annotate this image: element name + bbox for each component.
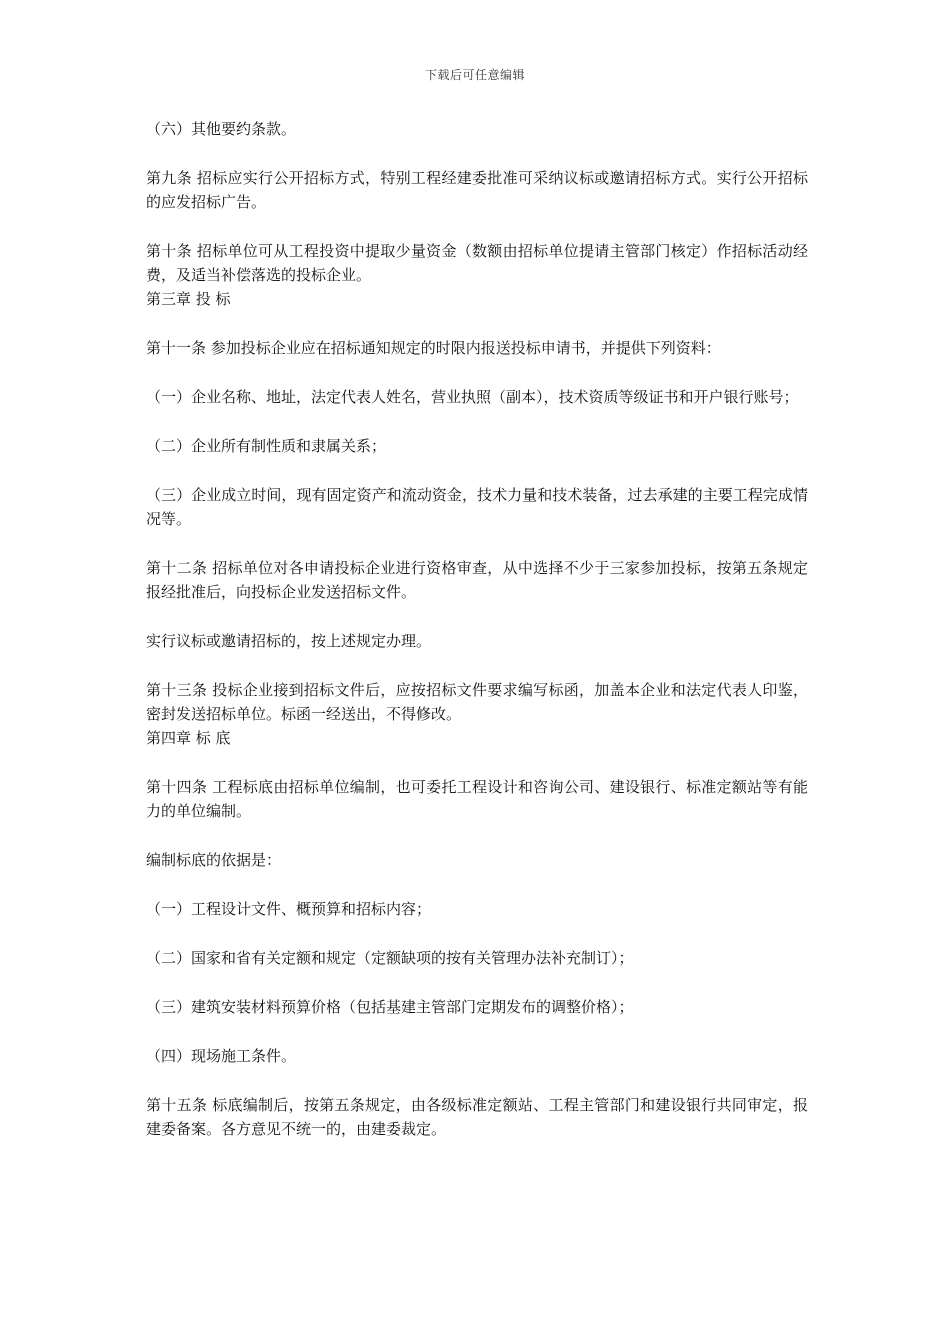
- article-11-item-1: （一）企业名称、地址，法定代表人姓名，营业执照（副本），技术资质等级证书和开户银行账号；: [146, 388, 799, 406]
- article-12-note: 实行议标或邀请招标的，按上述规定办理。: [146, 632, 432, 650]
- article-11-item-2: （二）企业所有制性质和隶属关系；: [146, 437, 387, 455]
- clause-item-6: （六）其他要约条款。: [146, 120, 297, 138]
- article-15: 第十五条 标底编制后，按第五条规定，由各级标准定额站、工程主管部门和建设银行共同审定，报建委备案。各方意见不统一的，由建委裁定。: [146, 1096, 808, 1138]
- article-12: 第十二条 招标单位对各申请投标企业进行资格审查，从中选择不少于三家参加投标，按第五条规定报经批准后，向投标企业发送招标文件。: [146, 559, 808, 601]
- chapter-4-heading: 第四章 标 底: [146, 729, 231, 747]
- article-11-item-3: （三）企业成立时间，现有固定资产和流动资金，技术力量和技术装备，过去承建的主要工程完成情况等。: [146, 486, 808, 528]
- chapter-3-heading: 第三章 投 标: [146, 290, 231, 308]
- article-13: 第十三条 投标企业接到招标文件后，应按招标文件要求编写标函，加盖本企业和法定代表人印鉴，密封发送招标单位。标函一经送出，不得修改。: [146, 681, 808, 723]
- page-header: 下载后可任意编辑: [424, 68, 525, 82]
- article-11: 第十一条 参加投标企业应在招标通知规定的时限内报送投标申请书，并提供下列资料：: [146, 339, 721, 357]
- basis-item-4: （四）现场施工条件。: [146, 1047, 297, 1065]
- article-9: 第九条 招标应实行公开招标方式，特别工程经建委批准可采纳议标或邀请招标方式。实行公开招标的应发招标广告。: [146, 169, 808, 211]
- basis-heading: 编制标底的依据是：: [146, 851, 282, 869]
- document-body: [146, 117, 808, 1141]
- article-14: 第十四条 工程标底由招标单位编制，也可委托工程设计和咨询公司、建设银行、标准定额站等有能力的单位编制。: [146, 778, 808, 820]
- article-10: 第十条 招标单位可从工程投资中提取少量资金（数额由招标单位提请主管部门核定）作招标活动经费，及适当补偿落选的投标企业。: [146, 242, 808, 284]
- basis-item-1: （一）工程设计文件、概预算和招标内容；: [146, 900, 432, 918]
- basis-item-3: （三）建筑安装材料预算价格（包括基建主管部门定期发布的调整价格）；: [146, 998, 634, 1016]
- basis-item-2: （二）国家和省有关定额和规定（定额缺项的按有关管理办法补充制订）；: [146, 949, 634, 967]
